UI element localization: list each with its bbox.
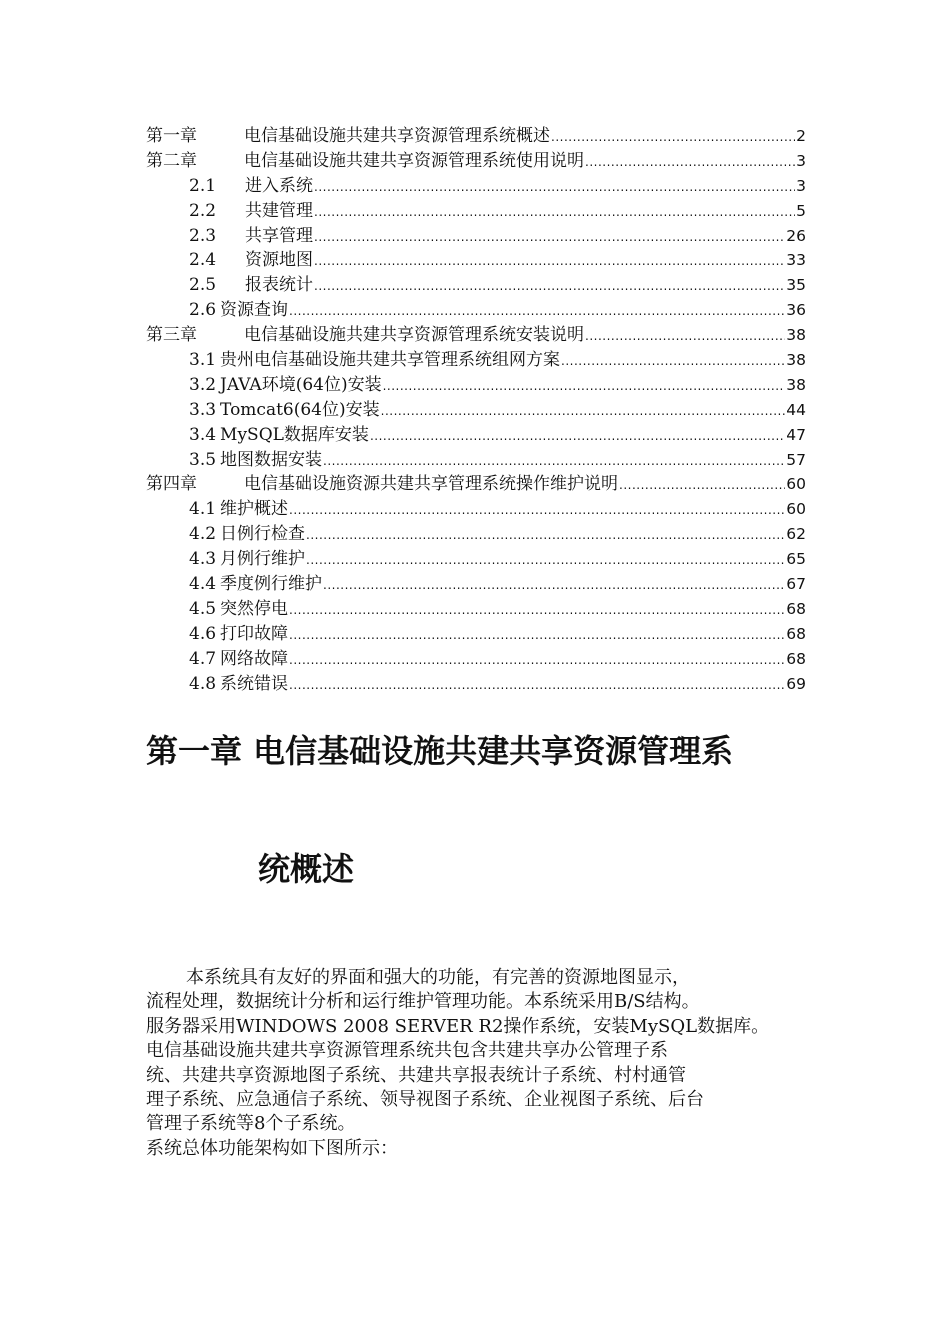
toc-entry-page: 69: [786, 674, 806, 693]
toc-entry-title: 月例行维护: [220, 549, 306, 570]
toc-entry-number: 4.1: [189, 499, 217, 520]
toc-entry-title: 资源查询: [220, 300, 289, 321]
toc-entry[interactable]: [146, 199, 806, 224]
body-line: 系统总体功能架构如下图所示：: [146, 1137, 398, 1159]
body-line: 管理子系统等8个子系统。: [146, 1113, 356, 1135]
toc-dot-leader: [314, 200, 795, 224]
toc-entry-title: Tomcat6(64位)安装: [220, 399, 380, 420]
toc-dot-leader: [314, 274, 785, 298]
toc-entry[interactable]: [146, 323, 806, 348]
toc-dot-leader: [289, 498, 785, 522]
toc-entry-number: 2.4: [189, 250, 217, 271]
body-line: 流程处理，数据统计分析和运行维护管理功能。本系统采用B/S结构。: [146, 991, 700, 1013]
toc-entry-number: 第二章: [146, 150, 197, 171]
toc-entry[interactable]: [146, 647, 806, 672]
toc-entry-title: 资源地图: [245, 250, 313, 271]
toc-entry[interactable]: [146, 497, 806, 522]
toc-entry-title: 共享管理: [245, 225, 313, 246]
toc-entry-page: 36: [786, 301, 806, 320]
toc-dot-leader: [289, 623, 785, 647]
toc-entry-number: 3.5: [189, 449, 217, 470]
table-of-contents: [146, 124, 806, 696]
toc-entry-number: 3.3: [189, 399, 217, 420]
toc-entry-number: 2.1: [189, 175, 217, 196]
toc-entry-title: 地图数据安装: [220, 449, 323, 470]
toc-entry-number: 2.3: [189, 225, 217, 246]
toc-entry-title: 季度例行维护: [220, 574, 323, 595]
toc-entry-number: 4.2: [189, 524, 217, 545]
toc-dot-leader: [314, 175, 795, 199]
toc-entry-page: 68: [786, 624, 806, 643]
toc-entry-title: 电信基础设施资源共建共享管理系统操作维护说明: [244, 474, 618, 495]
toc-entry-title: 日例行检查: [220, 524, 306, 545]
toc-entry-title: 维护概述: [220, 499, 289, 520]
toc-entry-title: 贵州电信基础设施共建共享管理系统组网方案: [220, 350, 561, 371]
toc-entry-title: JAVA环境(64位)安装: [220, 374, 382, 395]
toc-entry-page: 35: [786, 276, 806, 295]
toc-dot-leader: [585, 324, 785, 348]
toc-entry[interactable]: [146, 572, 806, 597]
toc-entry[interactable]: [146, 348, 806, 373]
body-text: [146, 966, 826, 1161]
toc-entry[interactable]: [146, 373, 806, 398]
toc-entry-page: 26: [786, 226, 806, 245]
toc-entry-page: 60: [786, 500, 806, 519]
toc-dot-leader: [323, 573, 785, 597]
toc-dot-leader: [381, 399, 786, 423]
toc-entry[interactable]: [146, 248, 806, 273]
body-line: 理子系统、应急通信子系统、领导视图子系统、企业视图子系统、后台: [146, 1089, 704, 1111]
toc-entry-number: 第四章: [146, 474, 197, 495]
toc-entry-title: 进入系统: [245, 175, 313, 196]
toc-entry-title: 电信基础设施共建共享资源管理系统使用说明: [244, 150, 584, 171]
toc-dot-leader: [289, 299, 785, 323]
toc-entry-number: 3.2: [189, 374, 217, 395]
body-line: 统、共建共享资源地图子系统、共建共享报表统计子系统、村村通管: [146, 1064, 686, 1086]
toc-entry-page: 33: [786, 251, 806, 270]
toc-entry[interactable]: [146, 448, 806, 473]
toc-entry-page: 60: [786, 475, 806, 494]
toc-entry-title: MySQL数据库安装: [220, 424, 369, 445]
toc-entry-number: 2.6: [189, 300, 217, 321]
toc-entry-page: 65: [786, 550, 806, 569]
toc-entry-page: 38: [786, 375, 806, 394]
toc-entry[interactable]: [146, 423, 806, 448]
toc-entry-page: 2: [796, 127, 806, 145]
toc-dot-leader: [561, 349, 785, 373]
toc-entry-page: 57: [786, 450, 806, 469]
toc-entry-number: 4.5: [189, 598, 217, 619]
toc-entry-page: 3: [796, 151, 806, 170]
toc-entry[interactable]: [146, 547, 806, 572]
toc-entry-page: 67: [786, 575, 806, 594]
toc-entry-number: 3.1: [189, 350, 217, 371]
toc-entry[interactable]: [146, 273, 806, 298]
toc-entry[interactable]: [146, 597, 806, 622]
toc-entry-page: 68: [786, 649, 806, 668]
toc-entry-number: 第三章: [146, 325, 197, 346]
toc-entry-title: 报表统计: [245, 275, 313, 296]
toc-entry-number: 4.3: [189, 549, 217, 570]
body-line: 本系统具有友好的界面和强大的功能，有完善的资源地图显示，: [186, 967, 690, 988]
toc-entry-page: 68: [786, 599, 806, 618]
toc-dot-leader: [383, 374, 786, 398]
body-line: 电信基础设施共建共享资源管理系统共包含共建共享办公管理子系: [146, 1040, 668, 1062]
toc-entry[interactable]: [146, 149, 806, 174]
toc-entry-title: 电信基础设施共建共享资源管理系统概述: [244, 126, 550, 146]
toc-entry-page: 38: [786, 326, 806, 345]
toc-entry[interactable]: [146, 298, 806, 323]
toc-entry[interactable]: [146, 522, 806, 547]
toc-entry-number: 4.6: [189, 623, 217, 644]
toc-entry-title: 电信基础设施共建共享资源管理系统安装说明: [244, 325, 584, 346]
toc-entry-page: 62: [786, 525, 806, 544]
toc-entry-page: 44: [786, 400, 806, 419]
chapter-heading-line-2: 统概述: [258, 850, 355, 888]
toc-dot-leader: [585, 150, 795, 174]
toc-entry-title: 网络故障: [220, 648, 289, 669]
toc-dot-leader: [314, 225, 785, 249]
chapter-heading-line-1: 第一章 电信基础设施共建共享资源管理系: [146, 732, 734, 770]
toc-entry[interactable]: [146, 224, 806, 249]
toc-entry[interactable]: [146, 398, 806, 423]
toc-entry-number: 第一章: [146, 126, 197, 146]
toc-entry-title: 共建管理: [245, 200, 313, 221]
toc-entry[interactable]: [146, 622, 806, 647]
toc-entry-number: 4.4: [189, 574, 217, 595]
toc-dot-leader: [551, 125, 795, 149]
toc-entry-title: 打印故障: [220, 623, 289, 644]
toc-entry[interactable]: [146, 672, 806, 697]
toc-dot-leader: [323, 449, 785, 473]
toc-entry[interactable]: [146, 472, 806, 497]
toc-entry-number: 2.2: [189, 200, 217, 221]
toc-entry-number: 2.5: [189, 275, 217, 296]
toc-entry-page: 3: [796, 176, 806, 195]
toc-entry-number: 4.8: [189, 673, 217, 694]
body-line: 服务器采用WINDOWS 2008 SERVER R2操作系统，安装MySQL数据库。: [146, 1015, 770, 1037]
toc-dot-leader: [306, 548, 785, 572]
toc-entry[interactable]: [146, 124, 806, 149]
toc-dot-leader: [306, 523, 785, 547]
toc-dot-leader: [314, 249, 785, 273]
toc-entry-page: 5: [796, 201, 806, 220]
toc-entry-title: 突然停电: [220, 598, 289, 619]
toc-entry-page: 38: [786, 351, 806, 370]
toc-entry-page: 47: [786, 425, 806, 444]
toc-entry-number: 3.4: [189, 424, 217, 445]
toc-dot-leader: [289, 598, 785, 622]
toc-dot-leader: [619, 473, 785, 497]
toc-dot-leader: [289, 648, 785, 672]
toc-entry[interactable]: [146, 174, 806, 199]
toc-entry-number: 4.7: [189, 648, 217, 669]
toc-dot-leader: [289, 673, 785, 697]
toc-dot-leader: [370, 424, 785, 448]
toc-entry-title: 系统错误: [220, 673, 289, 694]
